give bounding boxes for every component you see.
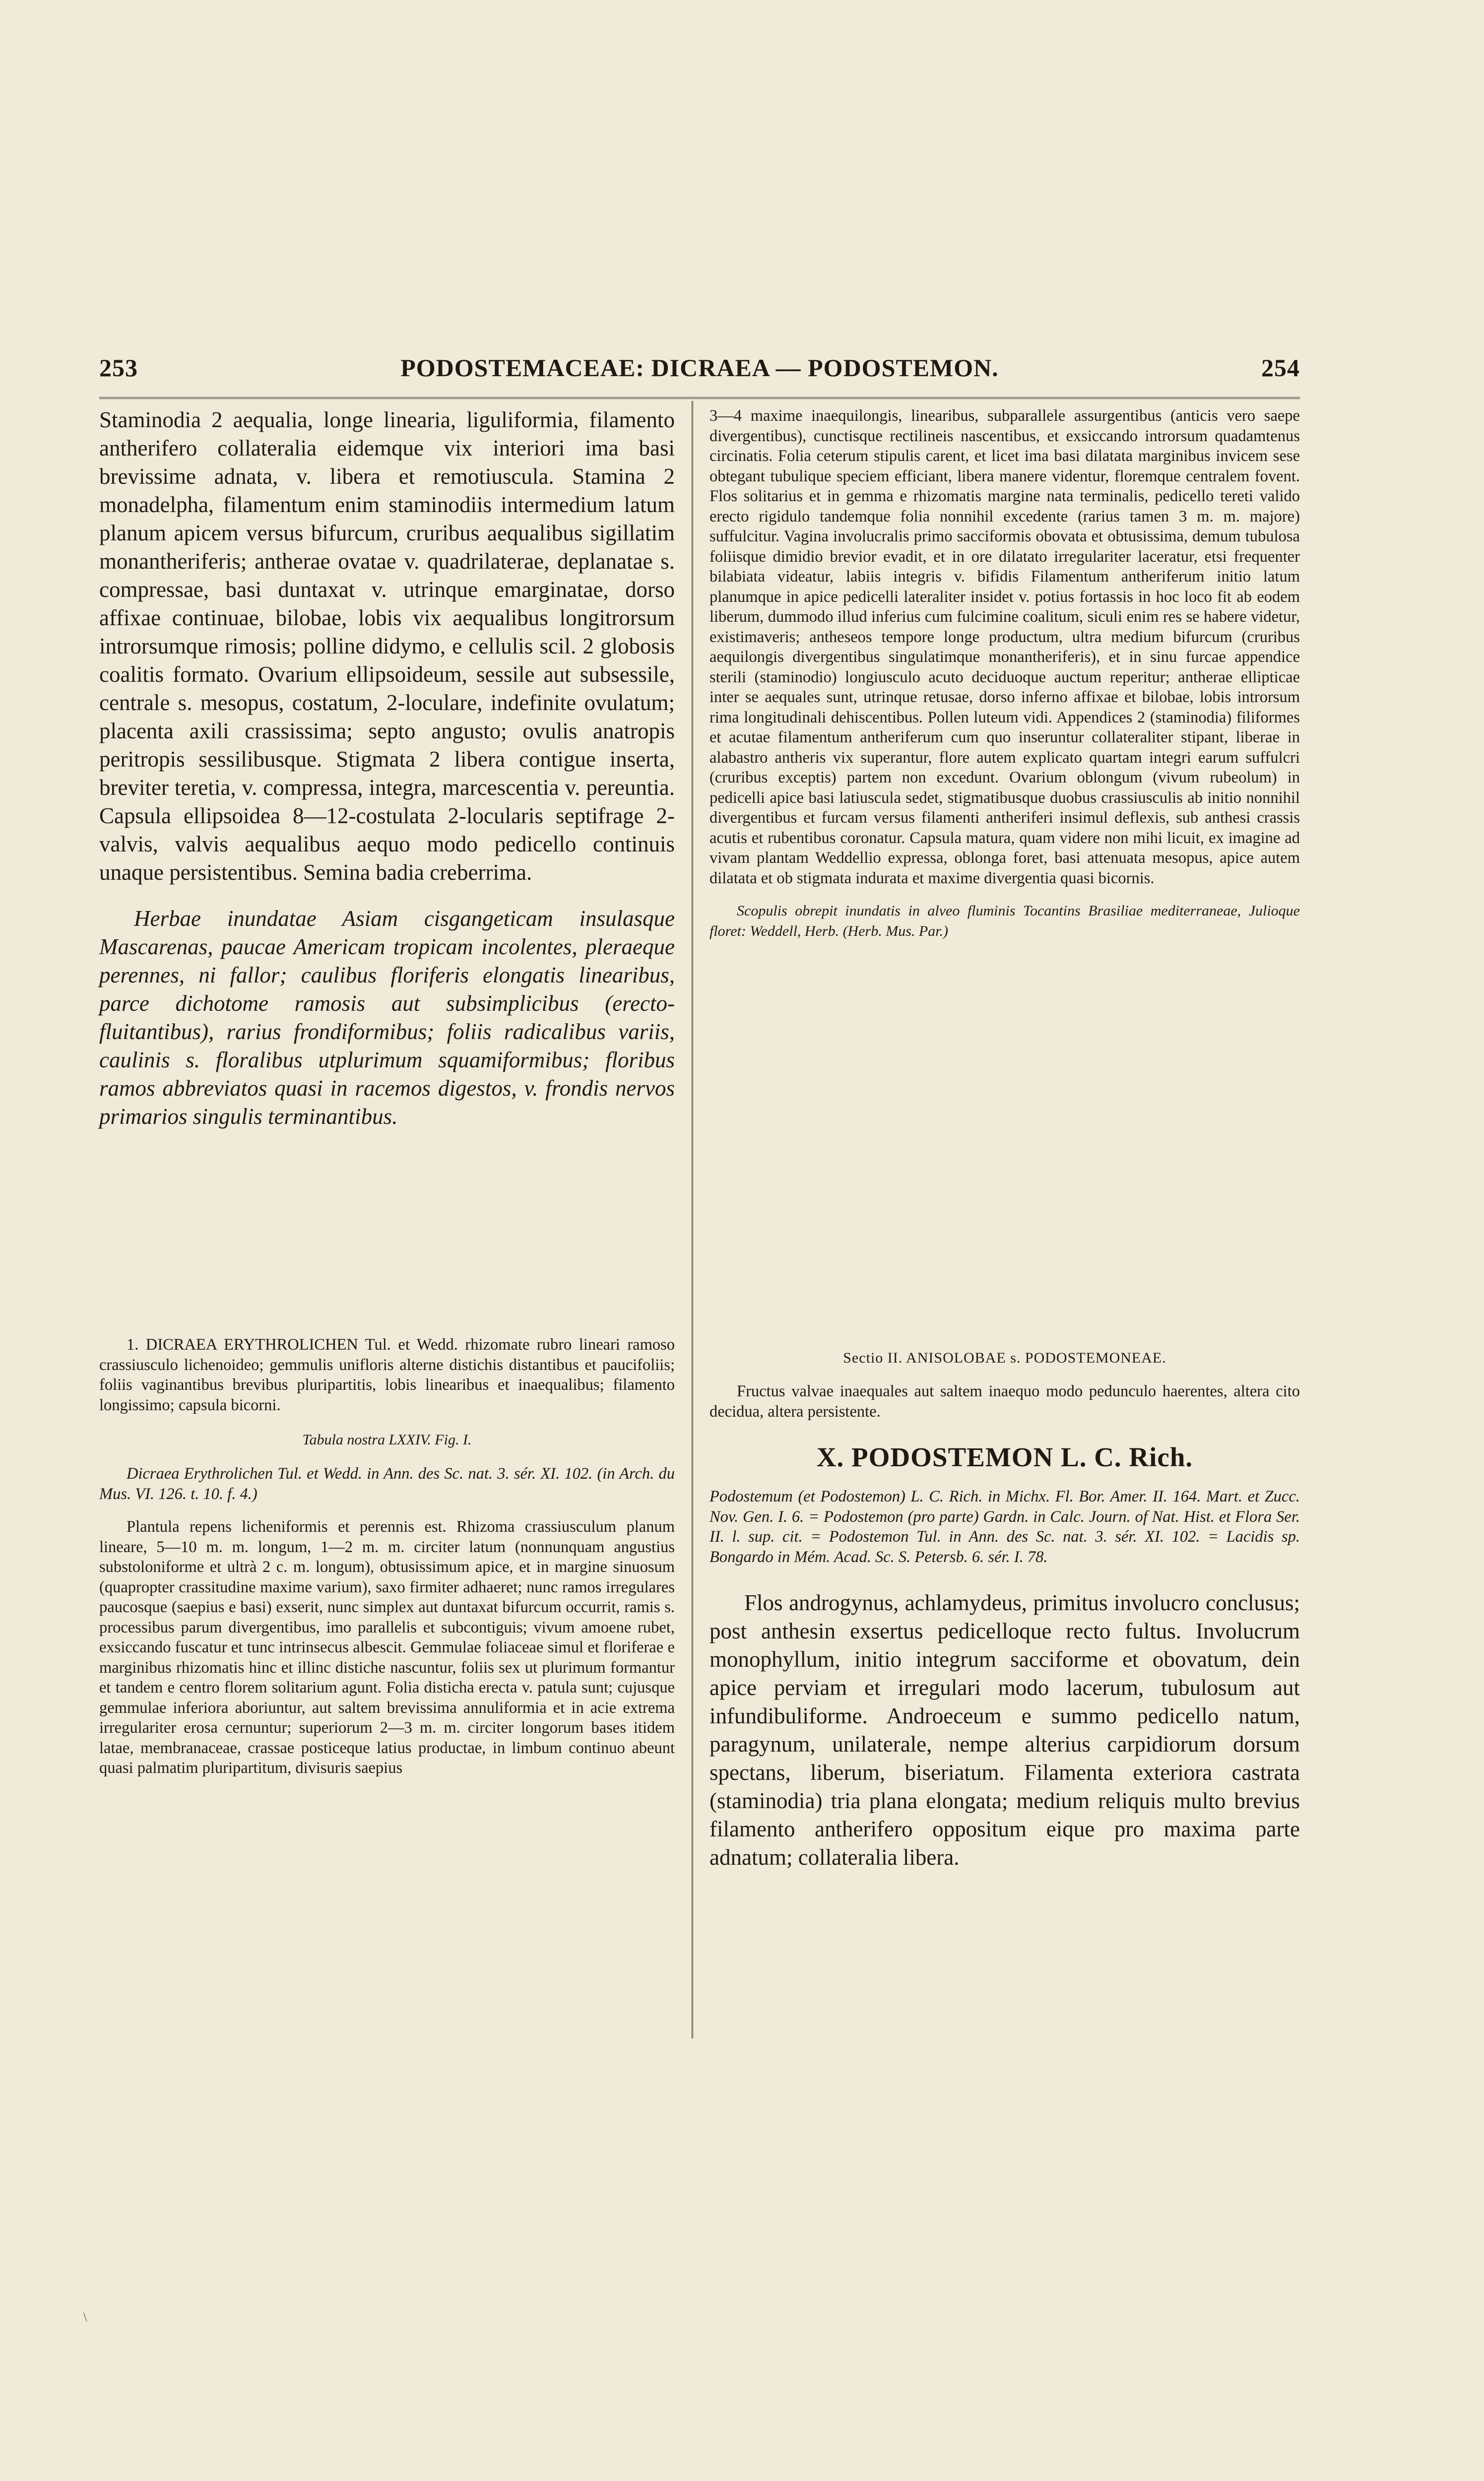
species-block [99, 1335, 675, 1778]
tabula-reference: Tabula nostra LXXIV. Fig. I. [302, 1432, 472, 1448]
genus-block [710, 1350, 1300, 1872]
fructus-paragraph: Fructus valvae inaequales aut saltem inaequo modo pedunculo haerentes, altera cito decidua, altera persistente. [710, 1382, 1300, 1421]
locality-note: Scopulis obrepit inundatis in alveo fluminis Tocantins Brasiliae mediterraneae, Julioque floret: Weddell, Herb. (Herb. Mus. Par.) [710, 903, 1300, 939]
margin-mark: \ [83, 2310, 87, 2324]
page-header [99, 353, 1300, 388]
right-column [710, 406, 1300, 941]
continuation-paragraph: 3—4 maxime inaequilongis, linearibus, subparallele assurgentibus (anticis vero saepe divergentibus), cunctisque rectilineis nascentibus, et exsiccando introrsum quadamtenus circinatis. Folia ceterum stipulis carent, et licet ima basi dilatata marginibus invicem sese obtegant tubulique speciem efficiant, libera manere videntur, floremque centralem fovent. Flos solitarius et in gemma e rhizomatis margine nata terminalis, pedicello tereti valido erecto rigidulo tandemque folia nonnihil excedente (rarius tamen 3 m. m. majore) suffulcitur. Vagina involucralis primo sacciformis obovata et obtusissima, demum tubulosa foliisque dimidio brevior evadit, et in ore dilatato irregulariter laceratur, etsi frequenter bilabiata videatur, labiis integris v. bifidis Filamentum antheriferum initio latum planumque in apice pedicelli lateraliter insidet v. potius fortassis in hoc loco fit ab eodem liberum, dummodo illud inferius cum fulcimine coalitum, siculi enim res se habere videtur, existimaveris; antheseos tempore longe productum, ultra medium bifurcum (cruribus aequilongis divergentibus singulatimque monantheriferis), et in sinu furcae appendice sterili (staminodio) longiusculo acuto deciduoque auctum reperitur; antherae ellipticae inter se aequales sunt, utrinque retusae, dorso inferno affixae et bilobae, lobis introrsum rima longitudinali dehiscentibus. Pollen luteum vidi. Appendices 2 (staminodia) filiformes et acutae filamentum antheriferum cum quo inseruntur collateraliter stipant, liberae in alabastro antheris vix superantur, flore autem explicato quartam integri earum suffulcri (cruribus exceptis) partem non excedunt. Ovarium oblongum (vivum rubeolum) in pedicelli apice basi latiuscula sedet, stigmatibusque duobus crassiusculis ab initio nonnihil divergentibus et furcam versus filamenti antheriferi insimul deflexis, sub anthesi crassis acutis et rubentibus coronatur. Capsula matura, quam videre non mihi licuit, ex imagine ad vivam plantam Weddellio expressa, oblonga foret, basi attenuata mesopus, apice autem dilatata et ob stigmata indurata et maxime divergentia quasi bicornis. [710, 407, 1300, 887]
species-citation: Dicraea Erythrolichen Tul. et Wedd. in Ann. des Sc. nat. 3. sér. XI. 102. (in Arch. du Mus. VI. 126. t. 10. f. 4.) [99, 1465, 675, 1503]
staminodia-paragraph: Staminodia 2 aequalia, longe linearia, liguliformia, filamento antherifero collateralia eidemque vix interiori ima basi brevissime adnata, v. libera et remotiuscula. Stamina 2 monadelpha, filamentum enim staminodiis intermedium latum planum apicem versus bifurcum, cruribus aequalibus sigillatim monantheriferis; antherae ovatae v. quadrilaterae, deplanatae s. compressae, basi duntaxat v. utrinque emarginatae, dorso affixae continuae, bilobae, lobis vix aequalibus longitrorsum introrsumque rimosis; polline didymo, e cellulis scil. 2 globosis coalitis formato. Ovarium ellipsoideum, sessile aut subsessile, centrale s. mesopus, costatum, 2-loculare, indefinite ovulatum; placenta axili crassissima; septo angusto; ovulis anatropis peritropis sessilibusque. Stigmata 2 libera contigue inserta, breviter teretia, v. compressa, integra, marcescentia v. pereuntia. Capsula ellipsoidea 8—12-costulata 2-locularis septifrage 2-valvis, valvis aequalibus aequo modo pedicello continuis unaque persistentibus. Semina badia creberrima. [99, 407, 675, 885]
page-number-right: 254 [1261, 354, 1300, 382]
flos-paragraph: Flos androgynus, achlamydeus, primitus involucro conclusus; post anthesin exsertus pedicelloque recto fultus. Involucrum monophyllum, initio integrum sacciforme et obovatum, dein apice perviam et irregulari modo lacerum, tubulosum aut infundibuliforme. Androeceum e summo pedicello natum, paragynum, unilaterale, nempe alterius carpidiorum dorsum spectans, liberum, biseriatum. Filamenta exteriora castrata (staminodia) tria plana elongata; medium reliquis multo brevius filamento antherifero oppositum eique pro maxima parte adnatum; collateralia libera. [710, 1590, 1300, 1870]
header-rule [99, 397, 1300, 399]
section-heading: Sectio II. ANISOLOBAE s. PODOSTEMONEAE. [843, 1350, 1166, 1366]
running-title: PODOSTEMACEAE: DICRAEA — PODOSTEMON. [400, 354, 999, 382]
species-heading: 1. DICRAEA ERYTHROLICHEN Tul. et Wedd. rhizomate rubro lineari ramoso crassiusculo lichenoideo; gemmulis unifloris alterne distichis distantibus et paucifoliis; foliis vaginantibus brevibus pluripartitis, lobis linearibus et inaequalibus; filamento longissimo; capsula bicorni. [99, 1336, 675, 1414]
plantula-paragraph: Plantula repens licheniformis et perennis est. Rhizoma crassiusculum planum lineare, 5—10 m. m. longum, 1—2 m. m. circiter latum (nonnunquam angustius substoloniforme et ultrà 2 c. m. longum), obtusissimum apice, et in margine sinuosum (quapropter crassitudine maxime varium), saxo firmiter adhaeret; nunc ramos irregulares paucosque (saepius e basi) exserit, nunc simplex aut duntaxat bifurcum occurrit, ramis s. processibus parum divergentibus, imo parallelis et subcontiguis; vivum amoene rubet, exsiccando fuscatur et tunc intrinsecus albescit. Gemmulae foliaceae simul et floriferae e marginibus rhizomatis hinc et illinc distiche nascuntur, foliis sex ut plurimum formantur et tandem e centro florem solitarium agunt. Folia disticha erecta v. patula sunt; cujusque gemmulae inferiora aboriuntur, aut saltem brevissima annuliformia et in acie extrema irregulariter erosa cernuntur; superiorum 2—3 m. m. circiter longorum bases itidem latae, membranaceae, crassae posticeque latius productae, in limbum continuo abeunt quasi palmatim pluripartitum, divisuris saepius [99, 1518, 675, 1777]
left-column [99, 406, 675, 1131]
genus-title: X. PODOSTEMON L. C. Rich. [816, 1442, 1193, 1472]
column-divider [692, 401, 693, 2038]
herbae-paragraph: Herbae inundatae Asiam cisgangeticam insulasque Mascarenas, paucae Americam tropicam incolentes, pleraeque perennes, ni fallor; caulibus floriferis elongatis linearibus, parce dichotome ramosis aut subsimplicibus (erecto-fluitantibus), rarius frondiformibus; foliis radicalibus variis, caulinis s. floralibus utplurimum squamiformibus; floribus ramos abbreviatos quasi in racemos digestos, v. frondis nervos primarios singulis terminantibus. [99, 906, 675, 1129]
page-number-left: 253 [99, 354, 138, 382]
genus-synonymy: Podostemum (et Podostemon) L. C. Rich. in Michx. Fl. Bor. Amer. II. 164. Mart. et Zucc. Nov. Gen. I. 6. = Podostemon (pro parte) Gardn. in Calc. Journ. of Nat. Hist. et Flora Ser. II. l. sup. cit. = Podostemon Tul. in Ann. des Sc. nat. 3. sér. XI. 102. = Lacidis sp. Bongardo in Mém. Acad. Sc. S. Petersb. 6. sér. I. 78. [710, 1488, 1300, 1566]
